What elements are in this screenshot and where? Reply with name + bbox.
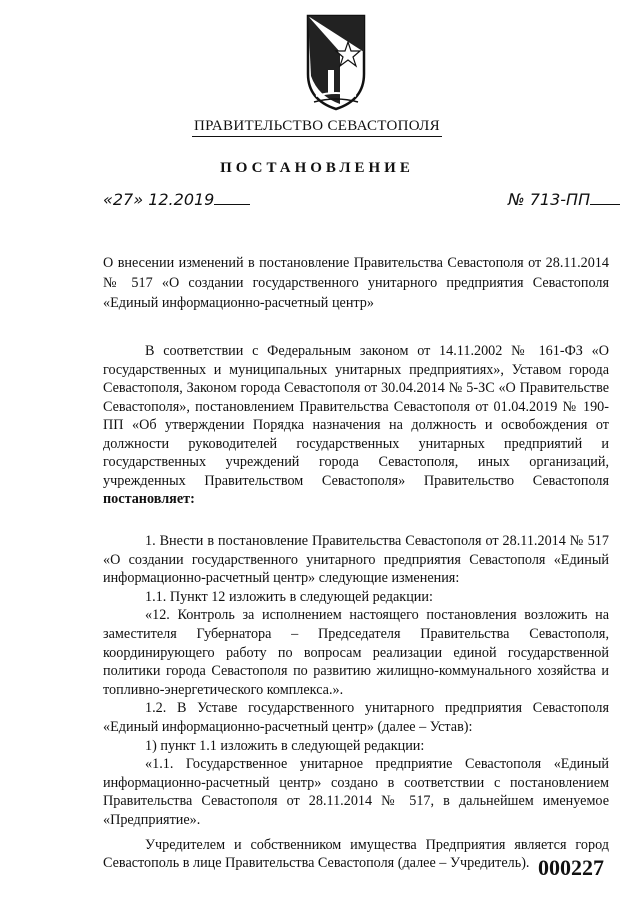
document-date [103,190,250,209]
clause-1-2: 1.2. В Уставе государственного унитарного предприятия Севастополя «Единый информационно-расчетный центр» (далее – Устав): [103,700,609,735]
issuing-authority [0,118,634,135]
clause-12-text: «12. Контроль за исполнением настоящего постановления возложить на заместителя Губернатора – Председателя Правительства Севастополя, координирующего работу по вопросам реализации единой государственной политики города Севастополя по развитию жилищно-коммунального хозяйства и топливно-энергетического комплекса.». [103,607,609,698]
date-value: «27» 12.2019 [103,190,215,209]
date-underline [214,204,250,205]
founder-paragraph: Учредителем и собственником имущества Предприятия является город Севастополь в лице Правительства Севастополя (далее – Учредитель). [103,836,609,872]
document-type-title: ПОСТАНОВЛЕНИЕ [220,160,414,176]
clause-1: 1. Внести в постановление Правительства Севастополя от 28.11.2014 № 517 «О создании государственного унитарного предприятия Севастополя «Единый информационно-расчетный центр» следующие изменения: [103,533,609,587]
resolves-keyword: постановляет: [103,491,195,507]
number-value: № 713-ПП [508,190,591,209]
subclause-1: 1) пункт 1.1 изложить в следующей редакции: [145,737,425,754]
clause-1-1: 1.1. Пункт 12 изложить в следующей редакции: [145,588,433,605]
number-underline [590,204,620,205]
preamble-paragraph [103,342,609,509]
document-subject: О внесении изменений в постановление Правительства Севастополя от 28.11.2014 № 517 «О создании государственного унитарного предприятия Севастополя «Единый информационно-расчетный центр» [103,255,609,311]
document-body [103,532,609,873]
clause-1-1-text: «1.1. Государственное унитарное предприятие Севастополя «Единый информационно-расчетный центр» создано в соответствии с постановлением Правительства Севастополя от 28.11.2014 № 517, в дальнейшем именуемое «Предприятие». [103,756,609,828]
document-number [508,190,620,209]
coat-of-arms-emblem [298,12,374,112]
authority-name: ПРАВИТЕЛЬСТВО СЕВАСТОПОЛЯ [192,118,442,137]
serial-number-stamp: 000227 [538,855,604,880]
preamble-text: В соответствии с Федеральным законом от 14.11.2002 № 161-ФЗ «О государственных и муниципальных унитарных предприятиях», Уставом города Севастополя, Законом города Севастополя от 30.04.2014 № 5-ЗС «О Правительстве Севастополя», постановлением Правительства Севастополя от 01.04.2019 № 190-ПП «Об утверждении Порядка назначения на должность и освобождения от должности руководителей государственных унитарных предприятий и государственных учреждений города Севастополя, иных организаций, учрежденных Правительством Севастополя» Правительство Севастополя [103,343,609,489]
